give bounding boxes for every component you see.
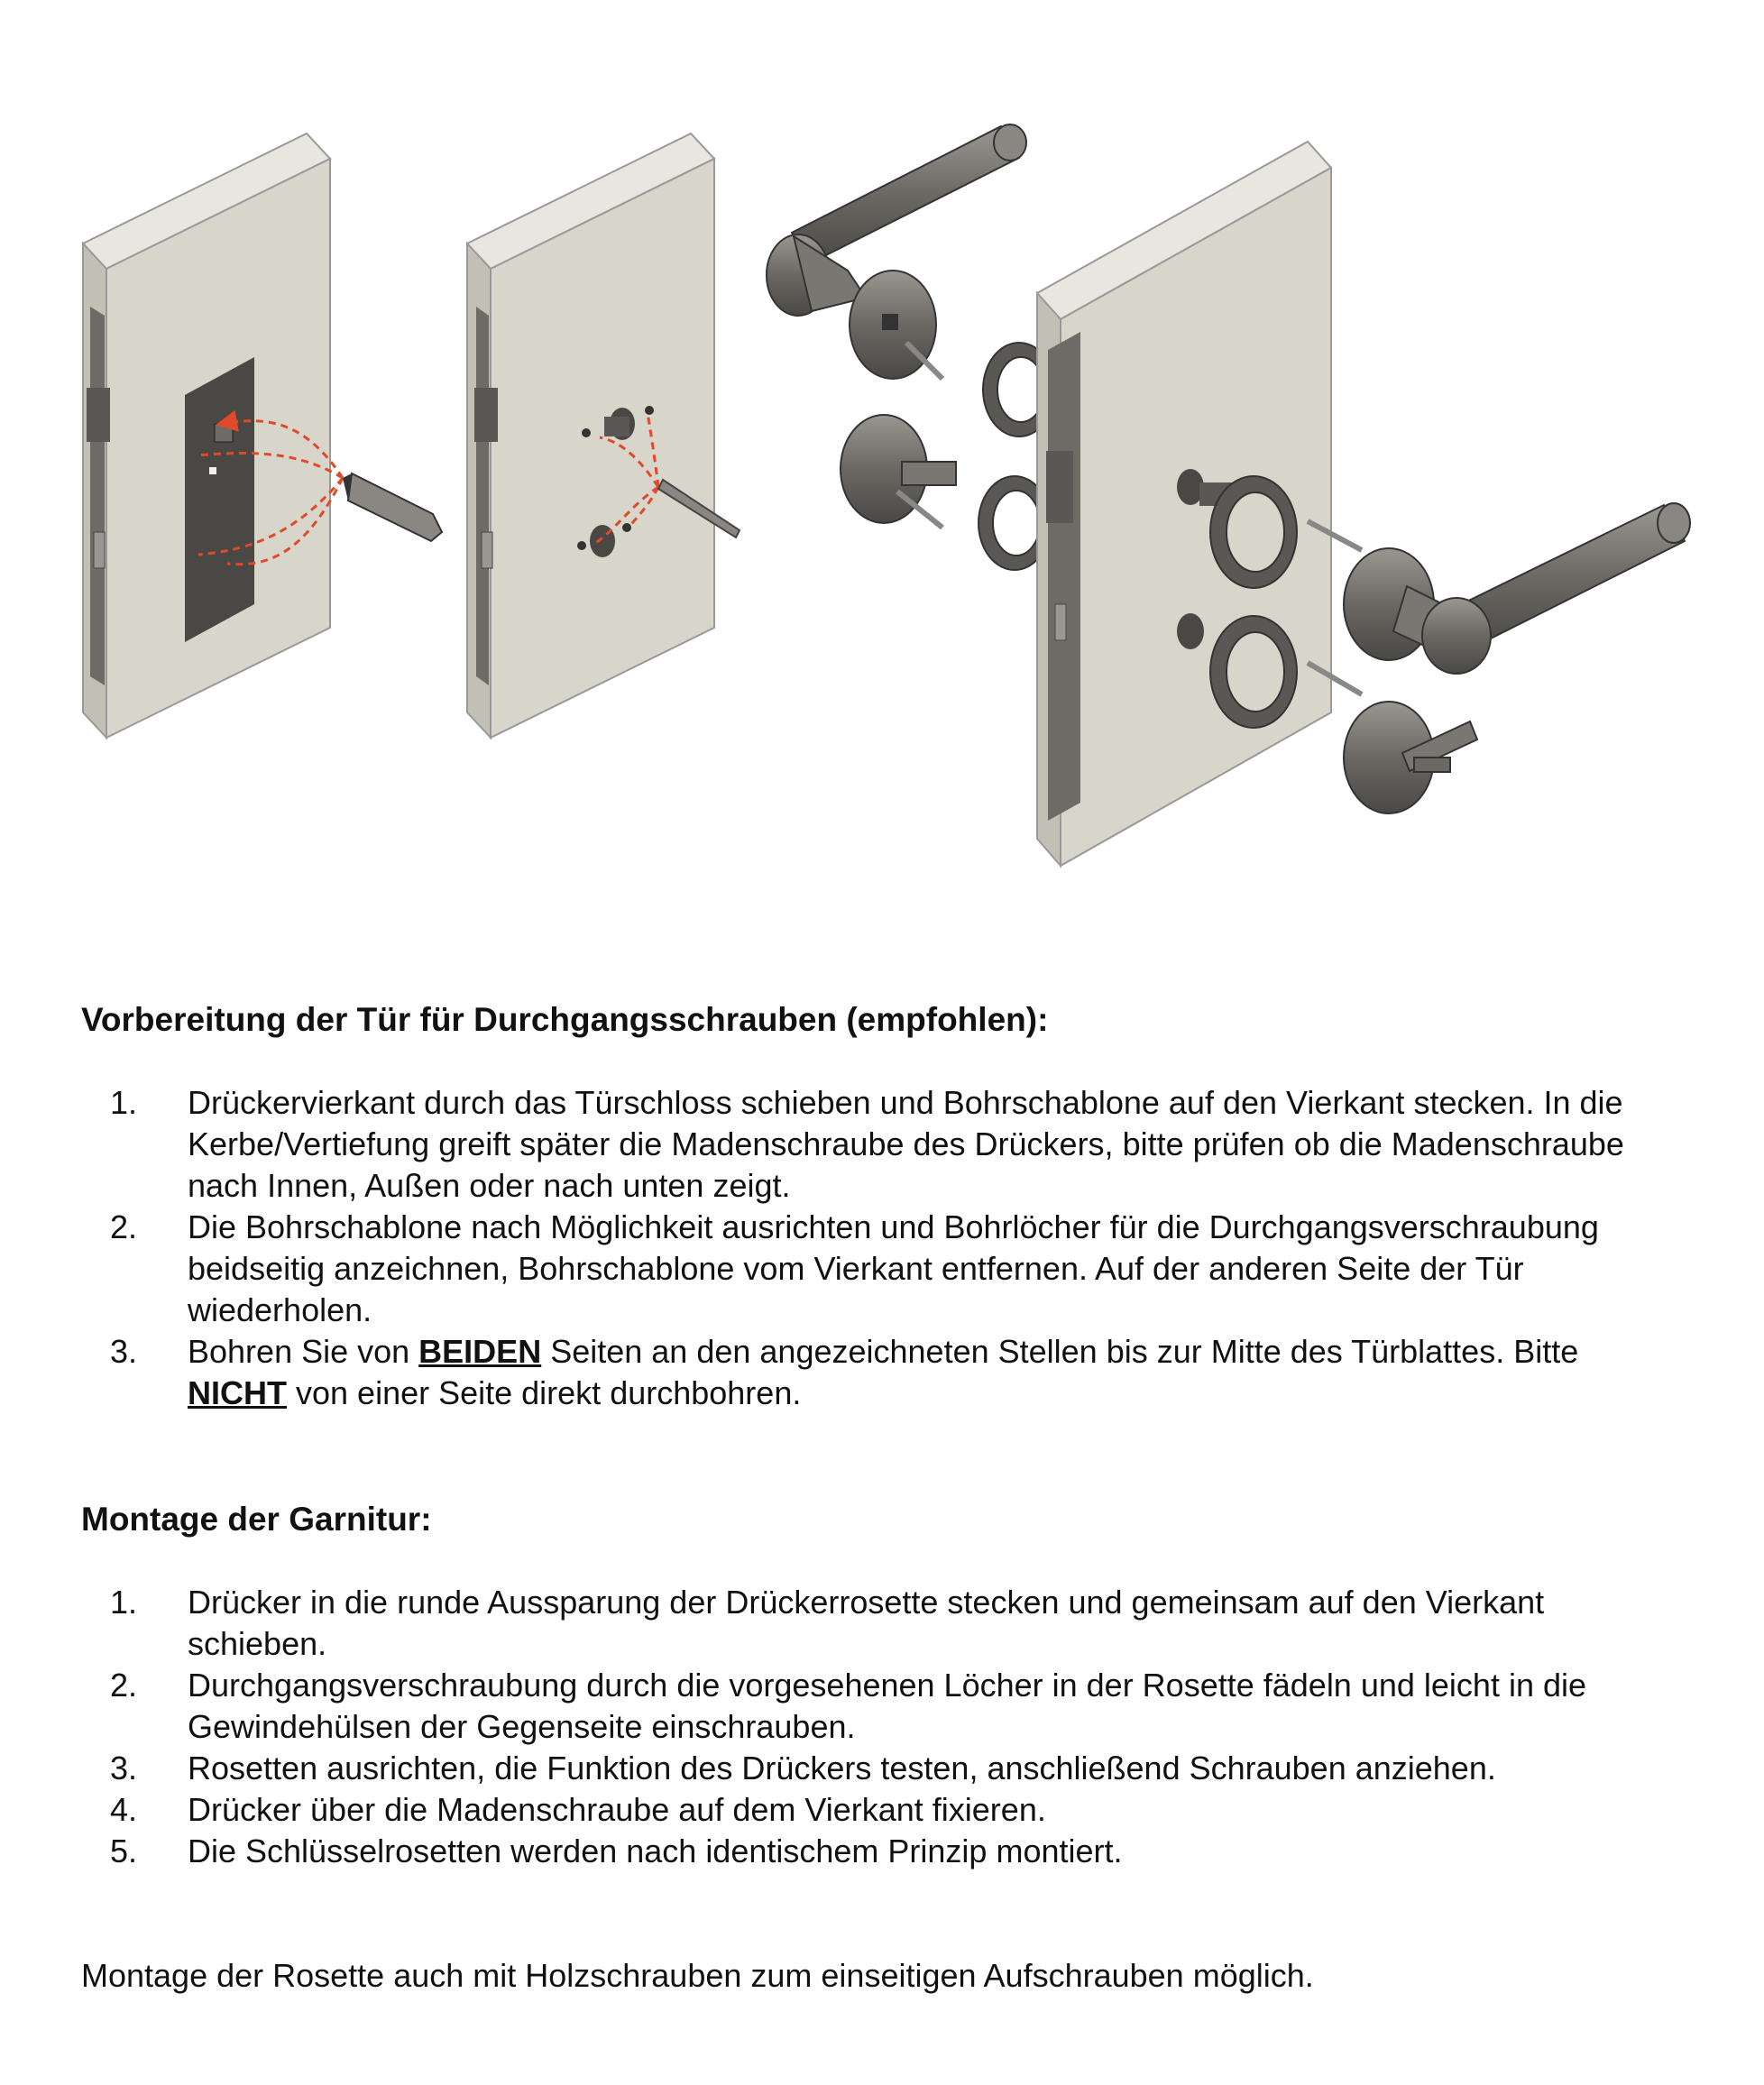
list-item: 4. Drücker über die Madenschraube auf dem Vierkant fixieren. [110,1791,1046,1828]
emphasis-beiden: BEIDEN [418,1333,542,1370]
step-text-part: Bohren Sie von [188,1333,419,1370]
handle-assembly-right [1344,503,1690,813]
list-item: 2. Durchgangsverschraubung durch die vorgesehenen Löcher in der Rosette fädeln und leicht in die Gewindehülsen der Gegenseite einschrauben. [110,1667,1587,1745]
footer-note: Montage der Rosette auch mit Holzschrauben zum einseitigen Aufschrauben möglich. [81,1957,1314,1994]
section-title-assembly: Montage der Garnitur: [81,1501,432,1538]
pencil-icon [348,473,442,541]
step-text: Die Schlüsselrosetten werden nach identischem Prinzip montiert. [188,1832,1123,1869]
section-title-preparation: Vorbereitung der Tür für Durchgangsschrauben (empfohlen): [81,1001,1049,1038]
door-drilling [467,133,740,738]
threaded-ring-icon [1210,476,1297,588]
threaded-ring-icon [1210,616,1297,728]
list-item: 3. Bohren Sie von BEIDEN Seiten an den angezeichneten Stellen bis zur Mitte des Türblattes. Bitte NICHT von einer Seite direkt durchbohren. [110,1333,1579,1411]
lever-handle-icon [1393,503,1690,674]
installation-illustration [0,0,1764,902]
step-text-part: von einer Seite direkt durchbohren. [287,1374,802,1411]
list-item: 2. Die Bohrschablone nach Möglichkeit ausrichten und Bohrlöcher für die Durchgangsverschraubung beidseitig anzeichnen, Bohrschablone vom Vierkant entfernen. Auf der anderen Seite der Tür wiederholen. [110,1208,1599,1328]
step-text: Drücker in die runde Aussparung der Drückerrosette stecken und gemeinsam auf den Vierkant schieben. [188,1584,1545,1662]
step-text-part: Seiten an den angezeichneten Stellen bis zur Mitte des Türblattes. Bitte [541,1333,1579,1370]
step-text: Die Bohrschablone nach Möglichkeit ausrichten und Bohrlöcher für die Durchgangsverschraubung beidseitig anzeichnen, Bohrschablone vom Vierkant entfernen. Auf der anderen Seite der Tür wiederholen. [188,1208,1599,1328]
key-rosette-icon [1344,702,1477,813]
rosette-icon [841,415,956,523]
latch-icon [87,388,110,442]
list-item: 3. Rosetten ausrichten, die Funktion des Drückers testen, anschließend Schrauben anziehen. [110,1750,1496,1786]
step-text: Durchgangsverschraubung durch die vorgesehenen Löcher in der Rosette fädeln und leicht in die Gewindehülsen der Gegenseite einschrauben. [188,1667,1587,1745]
step-text: Drücker über die Madenschraube auf dem Vierkant fixieren. [188,1791,1046,1828]
door-with-template [83,133,442,738]
assembly-steps [0,1582,1685,1872]
list-item: 1. Drücker in die runde Aussparung der Drückerrosette stecken und gemeinsam auf den Vierkant schieben. [110,1584,1545,1662]
step-text: Drückervierkant durch das Türschloss schieben und Bohrschablone auf den Vierkant stecken. In die Kerbe/Vertiefung greift später die Madenschraube des Drückers, bitte prüfen ob die Madenschraube nach Innen, Außen oder nach unten zeigt. [188,1084,1624,1204]
list-item: 5. Die Schlüsselrosetten werden nach identischem Prinzip montiert. [110,1832,1123,1869]
list-item: 1. Drückervierkant durch das Türschloss schieben und Bohrschablone auf den Vierkant stecken. In die Kerbe/Vertiefung greift später die Madenschraube des Drückers, bitte prüfen ob die Madenschraube nach Innen, Außen oder nach unten zeigt. [110,1084,1624,1204]
step-text: Rosetten ausrichten, die Funktion des Drückers testen, anschließend Schrauben anziehen. [188,1750,1496,1786]
drill-template [185,357,254,642]
preparation-steps [0,1082,1685,1414]
handle-assembly-left [767,124,1055,570]
emphasis-nicht: NICHT [188,1374,287,1411]
door-with-fittings [1037,142,1362,866]
